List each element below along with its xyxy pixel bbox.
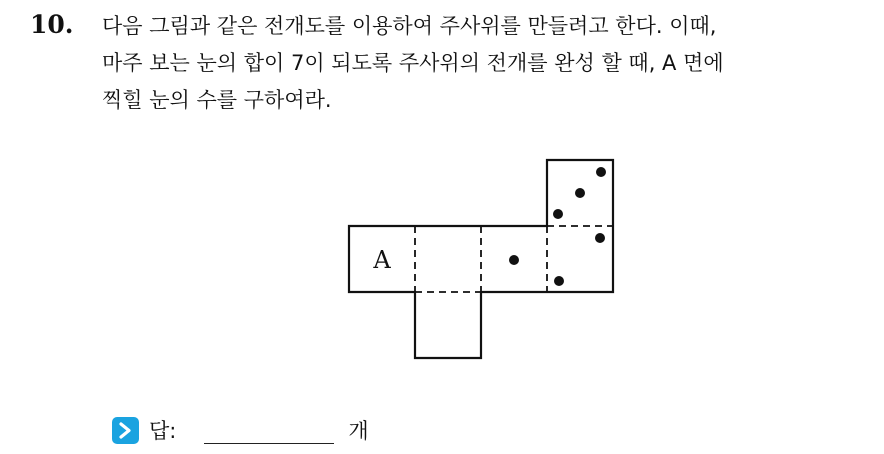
pip-face-two — [554, 276, 564, 286]
question-line-1: 다음 그림과 같은 전개도를 이용하여 주사위를 만들려고 한다. 이때, — [102, 14, 717, 38]
question-number: 10. — [30, 10, 74, 39]
chevron-right-icon — [112, 417, 139, 444]
answer-label: 답: — [149, 419, 177, 443]
pip-face-two — [595, 233, 605, 243]
answer-unit: 개 — [348, 419, 369, 443]
answer-input-blank[interactable] — [204, 417, 334, 444]
face-a-label: A — [373, 246, 391, 274]
question-line-2: 마주 보는 눈의 합이 7이 되도록 주사위의 전개를 완성 할 때, A 면에 — [102, 51, 724, 75]
pip-face-three — [553, 209, 563, 219]
pip-face-three — [575, 188, 585, 198]
pip-face-one — [509, 255, 519, 265]
pip-face-three — [596, 167, 606, 177]
question-line-3: 찍힐 눈의 수를 구하여라. — [102, 88, 332, 112]
answer-row — [112, 410, 369, 450]
